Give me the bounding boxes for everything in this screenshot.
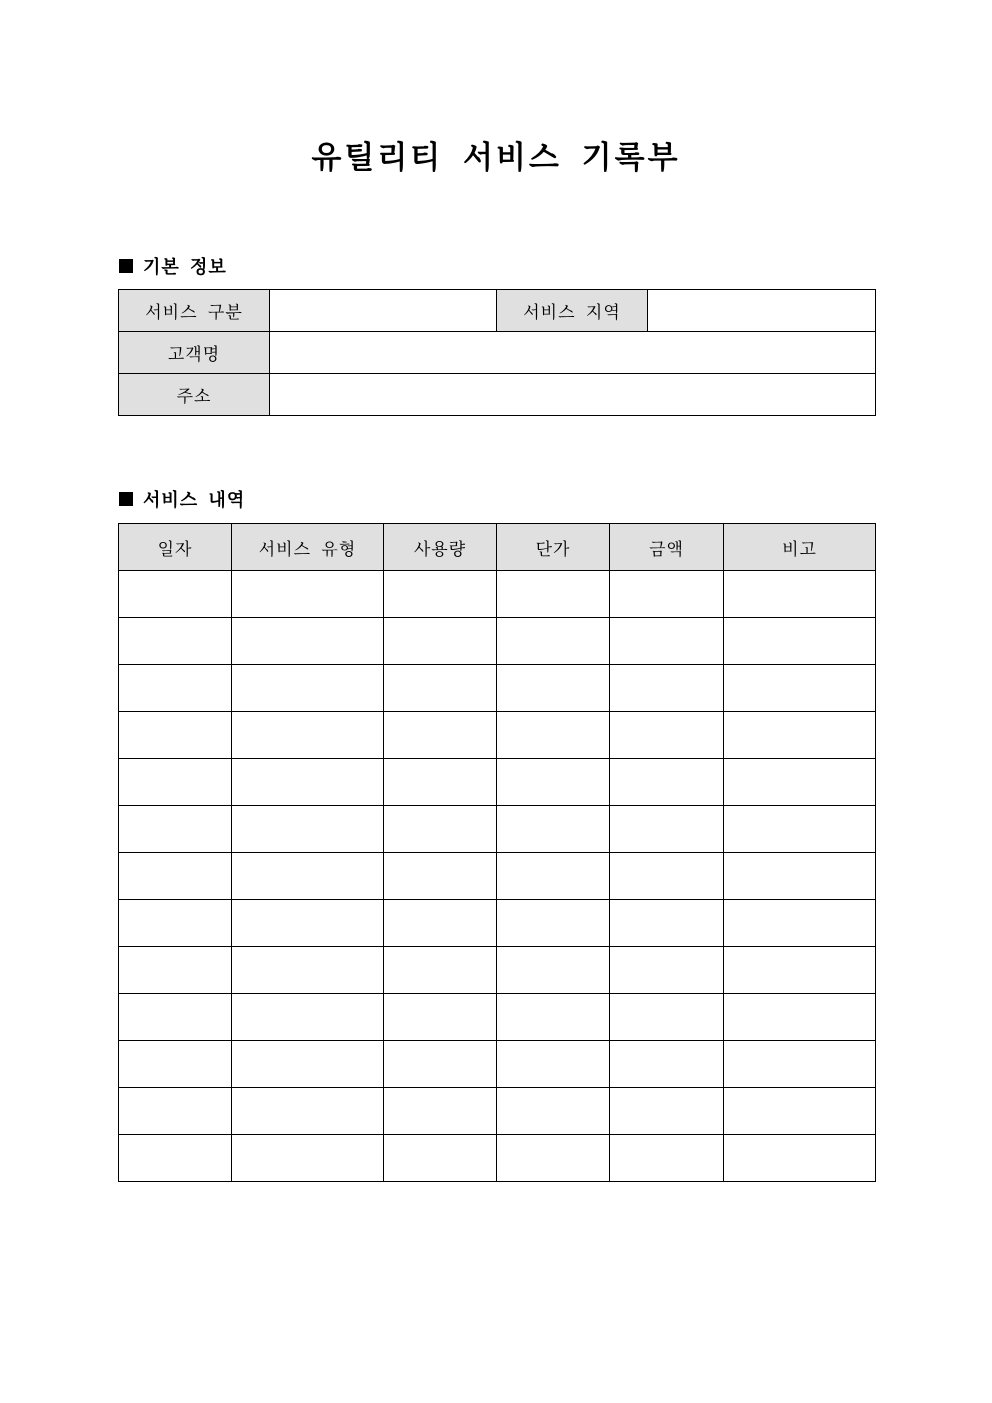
square-bullet-icon — [119, 492, 133, 506]
usage-cell[interactable] — [384, 1135, 497, 1182]
usage-cell[interactable] — [384, 759, 497, 806]
table-row — [119, 571, 876, 618]
remarks-cell[interactable] — [724, 1135, 876, 1182]
usage-cell[interactable] — [384, 947, 497, 994]
service-category-label: 서비스 구분 — [119, 290, 270, 332]
remarks-cell[interactable] — [724, 571, 876, 618]
amount-cell[interactable] — [610, 1088, 724, 1135]
amount-cell[interactable] — [610, 618, 724, 665]
table-row — [119, 1135, 876, 1182]
date-cell[interactable] — [119, 853, 232, 900]
service-type-cell[interactable] — [232, 1041, 384, 1088]
service-rows — [119, 571, 876, 1182]
date-cell[interactable] — [119, 806, 232, 853]
date-cell[interactable] — [119, 618, 232, 665]
unit-price-cell[interactable] — [497, 1135, 610, 1182]
date-cell[interactable] — [119, 1135, 232, 1182]
square-bullet-icon — [119, 259, 133, 273]
customer-name-field[interactable] — [270, 332, 876, 374]
unit-price-cell[interactable] — [497, 900, 610, 947]
service-type-cell[interactable] — [232, 1135, 384, 1182]
service-type-cell[interactable] — [232, 712, 384, 759]
service-category-field[interactable] — [270, 290, 497, 332]
service-details-heading — [119, 486, 245, 512]
column-header-remarks: 비고 — [724, 524, 876, 571]
table-row — [119, 290, 876, 332]
column-header-amount: 금액 — [610, 524, 724, 571]
usage-cell[interactable] — [384, 900, 497, 947]
unit-price-cell[interactable] — [497, 571, 610, 618]
remarks-cell[interactable] — [724, 618, 876, 665]
service-type-cell[interactable] — [232, 994, 384, 1041]
usage-cell[interactable] — [384, 806, 497, 853]
service-type-cell[interactable] — [232, 665, 384, 712]
unit-price-cell[interactable] — [497, 1041, 610, 1088]
date-cell[interactable] — [119, 712, 232, 759]
amount-cell[interactable] — [610, 759, 724, 806]
service-type-cell[interactable] — [232, 759, 384, 806]
document-title: 유틸리티 서비스 기록부 — [311, 140, 681, 176]
basic-info-heading — [119, 253, 227, 279]
remarks-cell[interactable] — [724, 1041, 876, 1088]
date-cell[interactable] — [119, 900, 232, 947]
table-header-row — [119, 524, 876, 571]
table-row — [119, 1088, 876, 1135]
service-type-cell[interactable] — [232, 947, 384, 994]
table-row — [119, 806, 876, 853]
date-cell[interactable] — [119, 1088, 232, 1135]
service-type-cell[interactable] — [232, 853, 384, 900]
address-field[interactable] — [270, 374, 876, 416]
date-cell[interactable] — [119, 571, 232, 618]
customer-name-label: 고객명 — [119, 332, 270, 374]
amount-cell[interactable] — [610, 853, 724, 900]
table-row — [119, 853, 876, 900]
service-region-label: 서비스 지역 — [497, 290, 648, 332]
table-row — [119, 994, 876, 1041]
unit-price-cell[interactable] — [497, 947, 610, 994]
amount-cell[interactable] — [610, 712, 724, 759]
remarks-cell[interactable] — [724, 665, 876, 712]
service-type-cell[interactable] — [232, 618, 384, 665]
column-header-service-type: 서비스 유형 — [232, 524, 384, 571]
table-row — [119, 900, 876, 947]
remarks-cell[interactable] — [724, 759, 876, 806]
table-row — [119, 332, 876, 374]
usage-cell[interactable] — [384, 1041, 497, 1088]
amount-cell[interactable] — [610, 1135, 724, 1182]
service-type-cell[interactable] — [232, 900, 384, 947]
date-cell[interactable] — [119, 994, 232, 1041]
basic-info-table — [118, 289, 876, 416]
amount-cell[interactable] — [610, 571, 724, 618]
usage-cell[interactable] — [384, 618, 497, 665]
service-details-table — [118, 523, 876, 1182]
date-cell[interactable] — [119, 947, 232, 994]
remarks-cell[interactable] — [724, 712, 876, 759]
remarks-cell[interactable] — [724, 1088, 876, 1135]
column-header-date: 일자 — [119, 524, 232, 571]
unit-price-cell[interactable] — [497, 665, 610, 712]
basic-info-heading-text: 기본 정보 — [143, 257, 227, 278]
table-row — [119, 1041, 876, 1088]
amount-cell[interactable] — [610, 994, 724, 1041]
amount-cell[interactable] — [610, 947, 724, 994]
service-type-cell[interactable] — [232, 1088, 384, 1135]
unit-price-cell[interactable] — [497, 1088, 610, 1135]
usage-cell[interactable] — [384, 994, 497, 1041]
remarks-cell[interactable] — [724, 994, 876, 1041]
column-header-unit-price: 단가 — [497, 524, 610, 571]
amount-cell[interactable] — [610, 665, 724, 712]
date-cell[interactable] — [119, 759, 232, 806]
unit-price-cell[interactable] — [497, 618, 610, 665]
service-details-heading-text: 서비스 내역 — [143, 490, 246, 511]
table-row — [119, 759, 876, 806]
remarks-cell[interactable] — [724, 947, 876, 994]
amount-cell[interactable] — [610, 806, 724, 853]
remarks-cell[interactable] — [724, 853, 876, 900]
usage-cell[interactable] — [384, 1088, 497, 1135]
address-label: 주소 — [119, 374, 270, 416]
unit-price-cell[interactable] — [497, 853, 610, 900]
amount-cell[interactable] — [610, 900, 724, 947]
unit-price-cell[interactable] — [497, 994, 610, 1041]
table-row — [119, 712, 876, 759]
table-row — [119, 374, 876, 416]
date-cell[interactable] — [119, 1041, 232, 1088]
table-row — [119, 947, 876, 994]
remarks-cell[interactable] — [724, 806, 876, 853]
service-type-cell[interactable] — [232, 571, 384, 618]
usage-cell[interactable] — [384, 571, 497, 618]
table-row — [119, 618, 876, 665]
remarks-cell[interactable] — [724, 900, 876, 947]
usage-cell[interactable] — [384, 665, 497, 712]
table-row — [119, 665, 876, 712]
column-header-usage: 사용량 — [384, 524, 497, 571]
unit-price-cell[interactable] — [497, 806, 610, 853]
date-cell[interactable] — [119, 665, 232, 712]
service-region-field[interactable] — [648, 290, 876, 332]
usage-cell[interactable] — [384, 853, 497, 900]
amount-cell[interactable] — [610, 1041, 724, 1088]
service-type-cell[interactable] — [232, 806, 384, 853]
usage-cell[interactable] — [384, 712, 497, 759]
unit-price-cell[interactable] — [497, 759, 610, 806]
unit-price-cell[interactable] — [497, 712, 610, 759]
